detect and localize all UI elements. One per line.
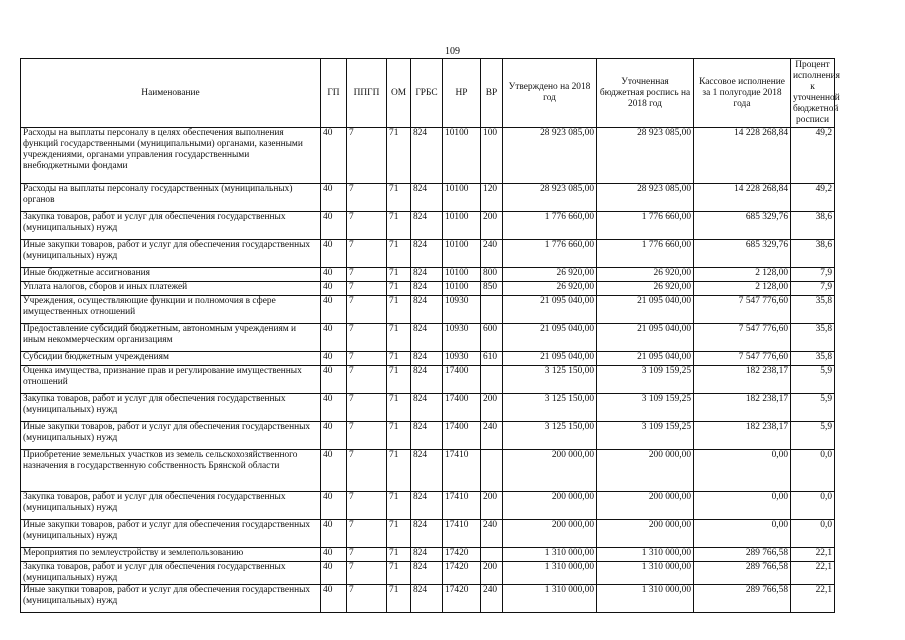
cell-refined: 1 310 000,00 [597, 548, 694, 562]
cell-gp: 40 [321, 324, 347, 352]
header-row [21, 59, 835, 128]
cell-grbs: 824 [411, 296, 443, 324]
cell-executed: 182 238,17 [694, 394, 791, 422]
cell-ppgp: 7 [347, 492, 387, 520]
column-header-nr: НР [443, 59, 481, 128]
cell-ppgp: 7 [347, 394, 387, 422]
cell-nr: 10930 [443, 324, 481, 352]
table-row [21, 282, 835, 296]
column-header-ppgp: ППГП [347, 59, 387, 128]
cell-gp: 40 [321, 585, 347, 613]
cell-ppgp: 7 [347, 184, 387, 212]
cell-vr: 850 [481, 282, 503, 296]
cell-refined: 28 923 085,00 [597, 128, 694, 184]
column-header-percent: Процент исполнения к уточненной бюджетной росписи [791, 59, 835, 128]
cell-nr: 10930 [443, 352, 481, 366]
cell-ppgp: 7 [347, 450, 387, 492]
cell-nr: 10100 [443, 212, 481, 240]
cell-approved: 26 920,00 [503, 282, 597, 296]
cell-name: Закупка товаров, работ и услуг для обеспечения государственных (муниципальных) нужд [21, 212, 321, 240]
table-row [21, 422, 835, 450]
cell-executed: 685 329,76 [694, 212, 791, 240]
column-header-om: ОМ [387, 59, 411, 128]
cell-percent: 38,6 [791, 240, 835, 268]
cell-om: 71 [387, 450, 411, 492]
cell-grbs: 824 [411, 492, 443, 520]
cell-percent: 49,2 [791, 128, 835, 184]
cell-refined: 3 109 159,25 [597, 394, 694, 422]
cell-nr: 17400 [443, 422, 481, 450]
cell-executed: 289 766,58 [694, 585, 791, 613]
cell-percent: 7,9 [791, 282, 835, 296]
cell-gp: 40 [321, 492, 347, 520]
cell-om: 71 [387, 128, 411, 184]
cell-vr: 800 [481, 268, 503, 282]
cell-grbs: 824 [411, 394, 443, 422]
cell-vr: 240 [481, 520, 503, 548]
cell-executed: 182 238,17 [694, 366, 791, 394]
cell-approved: 3 125 150,00 [503, 422, 597, 450]
cell-ppgp: 7 [347, 296, 387, 324]
cell-gp: 40 [321, 422, 347, 450]
table-row [21, 394, 835, 422]
cell-vr: 240 [481, 240, 503, 268]
cell-percent: 0,0 [791, 450, 835, 492]
cell-ppgp: 7 [347, 366, 387, 394]
cell-om: 71 [387, 282, 411, 296]
cell-vr: 240 [481, 422, 503, 450]
cell-name: Уплата налогов, сборов и иных платежей [21, 282, 321, 296]
table-row [21, 520, 835, 548]
cell-name: Закупка товаров, работ и услуг для обеспечения государственных (муниципальных) нужд [21, 562, 321, 585]
cell-executed: 2 128,00 [694, 282, 791, 296]
cell-name: Расходы на выплаты персоналу государственных (муниципальных) органов [21, 184, 321, 212]
cell-refined: 28 923 085,00 [597, 184, 694, 212]
table-row [21, 585, 835, 613]
cell-ppgp: 7 [347, 352, 387, 366]
cell-gp: 40 [321, 366, 347, 394]
cell-executed: 0,00 [694, 450, 791, 492]
cell-approved: 21 095 040,00 [503, 324, 597, 352]
cell-grbs: 824 [411, 184, 443, 212]
cell-om: 71 [387, 394, 411, 422]
cell-approved: 26 920,00 [503, 268, 597, 282]
cell-refined: 21 095 040,00 [597, 352, 694, 366]
cell-vr: 600 [481, 324, 503, 352]
cell-refined: 200 000,00 [597, 450, 694, 492]
cell-refined: 1 776 660,00 [597, 240, 694, 268]
cell-refined: 26 920,00 [597, 268, 694, 282]
cell-grbs: 824 [411, 366, 443, 394]
cell-refined: 21 095 040,00 [597, 296, 694, 324]
column-header-executed: Кассовое исполнение за 1 полугодие 2018 года [694, 59, 791, 128]
cell-nr: 17410 [443, 492, 481, 520]
cell-nr: 17420 [443, 548, 481, 562]
cell-percent: 5,9 [791, 366, 835, 394]
cell-gp: 40 [321, 352, 347, 366]
cell-vr: 200 [481, 492, 503, 520]
cell-refined: 1 310 000,00 [597, 585, 694, 613]
cell-name: Предоставление субсидий бюджетным, автономным учреждениям и иным некоммерческим организациям [21, 324, 321, 352]
cell-approved: 1 310 000,00 [503, 562, 597, 585]
table-row [21, 548, 835, 562]
cell-ppgp: 7 [347, 268, 387, 282]
cell-grbs: 824 [411, 585, 443, 613]
cell-percent: 5,9 [791, 422, 835, 450]
table-row [21, 212, 835, 240]
cell-ppgp: 7 [347, 422, 387, 450]
cell-percent: 35,8 [791, 296, 835, 324]
cell-vr [481, 366, 503, 394]
cell-name: Субсидии бюджетным учреждениям [21, 352, 321, 366]
cell-gp: 40 [321, 212, 347, 240]
cell-approved: 1 776 660,00 [503, 212, 597, 240]
cell-executed: 182 238,17 [694, 422, 791, 450]
cell-gp: 40 [321, 296, 347, 324]
cell-name: Иные закупки товаров, работ и услуг для обеспечения государственных (муниципальных) нужд [21, 240, 321, 268]
cell-grbs: 824 [411, 282, 443, 296]
cell-ppgp: 7 [347, 562, 387, 585]
cell-approved: 21 095 040,00 [503, 296, 597, 324]
cell-vr: 120 [481, 184, 503, 212]
cell-gp: 40 [321, 184, 347, 212]
cell-percent: 22,1 [791, 585, 835, 613]
cell-approved: 21 095 040,00 [503, 352, 597, 366]
cell-om: 71 [387, 422, 411, 450]
cell-vr [481, 548, 503, 562]
cell-approved: 3 125 150,00 [503, 366, 597, 394]
cell-executed: 14 228 268,84 [694, 184, 791, 212]
cell-grbs: 824 [411, 562, 443, 585]
cell-ppgp: 7 [347, 128, 387, 184]
cell-om: 71 [387, 324, 411, 352]
cell-nr: 10100 [443, 268, 481, 282]
cell-approved: 28 923 085,00 [503, 128, 597, 184]
table-row [21, 184, 835, 212]
cell-gp: 40 [321, 128, 347, 184]
column-header-name: Наименование [21, 59, 321, 128]
cell-name: Иные закупки товаров, работ и услуг для обеспечения государственных (муниципальных) нужд [21, 422, 321, 450]
cell-executed: 7 547 776,60 [694, 352, 791, 366]
cell-vr [481, 450, 503, 492]
cell-refined: 3 109 159,25 [597, 422, 694, 450]
cell-vr: 100 [481, 128, 503, 184]
table-row [21, 352, 835, 366]
cell-executed: 7 547 776,60 [694, 324, 791, 352]
cell-nr: 17420 [443, 585, 481, 613]
cell-refined: 200 000,00 [597, 492, 694, 520]
table-row [21, 128, 835, 184]
cell-nr: 17410 [443, 450, 481, 492]
cell-name: Закупка товаров, работ и услуг для обеспечения государственных (муниципальных) нужд [21, 394, 321, 422]
cell-vr: 610 [481, 352, 503, 366]
cell-approved: 200 000,00 [503, 520, 597, 548]
cell-name: Расходы на выплаты персоналу в целях обеспечения выполнения функций государственными (муниципальными) органами, казенными учреждениями, органами управления государственными внебюджетными фондами [21, 128, 321, 184]
cell-gp: 40 [321, 548, 347, 562]
cell-gp: 40 [321, 450, 347, 492]
cell-nr: 17410 [443, 520, 481, 548]
cell-vr: 200 [481, 212, 503, 240]
cell-nr: 10100 [443, 184, 481, 212]
cell-nr: 10100 [443, 240, 481, 268]
cell-nr: 17420 [443, 562, 481, 585]
cell-om: 71 [387, 585, 411, 613]
cell-ppgp: 7 [347, 324, 387, 352]
cell-om: 71 [387, 520, 411, 548]
column-header-refined: Уточненная бюджетная роспись на 2018 год [597, 59, 694, 128]
cell-gp: 40 [321, 520, 347, 548]
table-row [21, 450, 835, 492]
cell-vr: 200 [481, 562, 503, 585]
cell-nr: 10930 [443, 296, 481, 324]
cell-ppgp: 7 [347, 548, 387, 562]
cell-grbs: 824 [411, 128, 443, 184]
cell-executed: 685 329,76 [694, 240, 791, 268]
cell-grbs: 824 [411, 450, 443, 492]
table-body [21, 128, 835, 613]
cell-executed: 289 766,58 [694, 562, 791, 585]
column-header-vr: ВР [481, 59, 503, 128]
cell-grbs: 824 [411, 520, 443, 548]
cell-name: Приобретение земельных участков из земель сельскохозяйственного назначения в государственную собственность Брянской области [21, 450, 321, 492]
cell-grbs: 824 [411, 548, 443, 562]
cell-grbs: 824 [411, 324, 443, 352]
cell-percent: 5,9 [791, 394, 835, 422]
table-row [21, 366, 835, 394]
cell-approved: 28 923 085,00 [503, 184, 597, 212]
cell-refined: 1 310 000,00 [597, 562, 694, 585]
cell-percent: 49,2 [791, 184, 835, 212]
cell-executed: 289 766,58 [694, 548, 791, 562]
cell-om: 71 [387, 492, 411, 520]
cell-ppgp: 7 [347, 240, 387, 268]
cell-om: 71 [387, 352, 411, 366]
cell-percent: 22,1 [791, 548, 835, 562]
cell-executed: 0,00 [694, 492, 791, 520]
cell-name: Иные закупки товаров, работ и услуг для обеспечения государственных (муниципальных) нужд [21, 585, 321, 613]
cell-grbs: 824 [411, 240, 443, 268]
cell-vr [481, 296, 503, 324]
cell-gp: 40 [321, 282, 347, 296]
cell-nr: 17400 [443, 394, 481, 422]
cell-om: 71 [387, 562, 411, 585]
cell-approved: 1 310 000,00 [503, 548, 597, 562]
cell-om: 71 [387, 240, 411, 268]
cell-approved: 3 125 150,00 [503, 394, 597, 422]
cell-nr: 10100 [443, 282, 481, 296]
cell-refined: 200 000,00 [597, 520, 694, 548]
column-header-grbs: ГРБС [411, 59, 443, 128]
cell-percent: 0,0 [791, 492, 835, 520]
cell-grbs: 824 [411, 422, 443, 450]
cell-grbs: 824 [411, 268, 443, 282]
cell-name: Иные бюджетные ассигнования [21, 268, 321, 282]
cell-percent: 7,9 [791, 268, 835, 282]
cell-executed: 2 128,00 [694, 268, 791, 282]
cell-name: Иные закупки товаров, работ и услуг для обеспечения государственных (муниципальных) нужд [21, 520, 321, 548]
cell-ppgp: 7 [347, 585, 387, 613]
page-number: 109 [445, 46, 460, 57]
cell-om: 71 [387, 548, 411, 562]
table-row [21, 240, 835, 268]
cell-om: 71 [387, 296, 411, 324]
cell-name: Мероприятия по землеустройству и землепользованию [21, 548, 321, 562]
table-row [21, 324, 835, 352]
cell-executed: 7 547 776,60 [694, 296, 791, 324]
table-row [21, 268, 835, 282]
cell-ppgp: 7 [347, 282, 387, 296]
cell-vr: 240 [481, 585, 503, 613]
cell-nr: 17400 [443, 366, 481, 394]
cell-approved: 1 776 660,00 [503, 240, 597, 268]
cell-gp: 40 [321, 394, 347, 422]
budget-table [20, 58, 840, 613]
cell-percent: 35,8 [791, 324, 835, 352]
cell-refined: 21 095 040,00 [597, 324, 694, 352]
table-row [21, 562, 835, 585]
cell-gp: 40 [321, 268, 347, 282]
cell-om: 71 [387, 366, 411, 394]
cell-name: Закупка товаров, работ и услуг для обеспечения государственных (муниципальных) нужд [21, 492, 321, 520]
table-row [21, 492, 835, 520]
cell-percent: 35,8 [791, 352, 835, 366]
cell-ppgp: 7 [347, 520, 387, 548]
cell-percent: 38,6 [791, 212, 835, 240]
table-row [21, 296, 835, 324]
cell-om: 71 [387, 268, 411, 282]
cell-executed: 14 228 268,84 [694, 128, 791, 184]
cell-gp: 40 [321, 240, 347, 268]
cell-approved: 1 310 000,00 [503, 585, 597, 613]
cell-om: 71 [387, 184, 411, 212]
cell-refined: 3 109 159,25 [597, 366, 694, 394]
column-header-gp: ГП [321, 59, 347, 128]
cell-percent: 0,0 [791, 520, 835, 548]
cell-refined: 26 920,00 [597, 282, 694, 296]
cell-nr: 10100 [443, 128, 481, 184]
cell-approved: 200 000,00 [503, 492, 597, 520]
cell-name: Учреждения, осуществляющие функции и полномочия в сфере имущественных отношений [21, 296, 321, 324]
cell-percent: 22,1 [791, 562, 835, 585]
cell-gp: 40 [321, 562, 347, 585]
cell-vr: 200 [481, 394, 503, 422]
cell-grbs: 824 [411, 212, 443, 240]
cell-ppgp: 7 [347, 212, 387, 240]
table-header [21, 59, 840, 128]
cell-om: 71 [387, 212, 411, 240]
cell-approved: 200 000,00 [503, 450, 597, 492]
cell-grbs: 824 [411, 352, 443, 366]
column-header-approved: Утверждено на 2018 год [503, 59, 597, 128]
cell-refined: 1 776 660,00 [597, 212, 694, 240]
cell-executed: 0,00 [694, 520, 791, 548]
cell-name: Оценка имущества, признание прав и регулирование имущественных отношений [21, 366, 321, 394]
